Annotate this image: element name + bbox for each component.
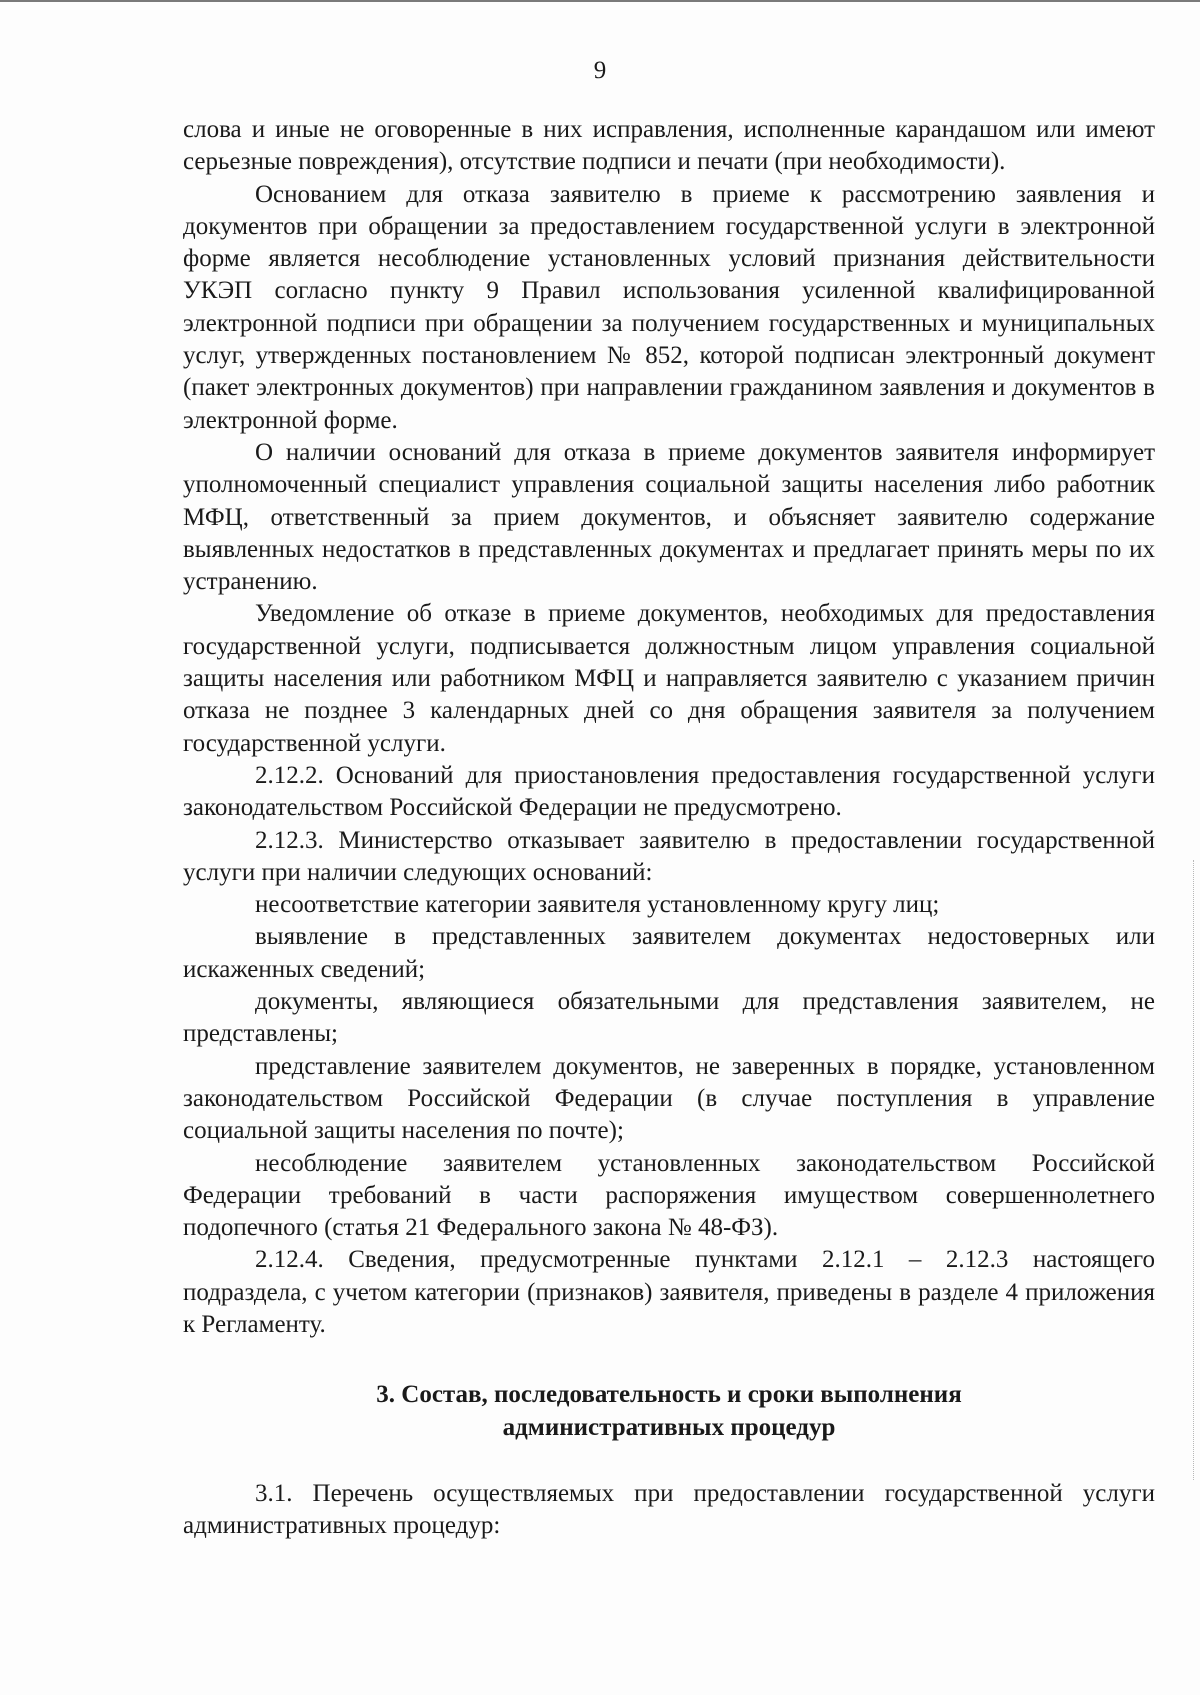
paragraph: документы, являющиеся обязательными для представления заявителем, не представлены; [183,988,1155,1048]
paragraphs-after-heading [183,1478,1155,1543]
paragraph: Уведомление об отказе в приеме документов, необходимых для предоставления государственной услуги, подписывается должностным лицом управления социальной защиты населения или работником МФЦ и направляется заявителю с указанием причин отказа не позднее 3 календарных дней со дня обращения заявителя за получением государственной услуги. [183,600,1155,757]
document-body [183,114,1155,1542]
paragraph: представление заявителем документов, не заверенных в порядке, установленном законодательством Российской Федерации (в случае поступления в управление социальной защиты населения по почте); [183,1052,1155,1145]
section-heading [183,1379,1155,1444]
paragraph: 3.1. Перечень осуществляемых при предоставлении государственной услуги административных процедур: [183,1479,1155,1540]
paragraph: слова и иные не оговоренные в них исправления, исполненные карандашом или имеют серьезные повреждения), отсутствие подписи и печати (при необходимости). [183,116,1155,176]
scan-right-edge [1192,860,1194,1480]
paragraph: О наличии оснований для отказа в приеме документов заявителя информирует уполномоченный специалист управления социальной защиты населения либо работник МФЦ, ответственный за прием документов, и объясняет заявителю содержание выявленных недостатков в представленных документах и предлагает принять меры по их устранению. [183,438,1155,596]
section-heading-line-1: 3. Состав, последовательность и сроки выполнения [376,1381,962,1409]
paragraph: выявление в представленных заявителем документах недостоверных или искаженных сведений; [183,923,1155,983]
paragraph: 2.12.2. Оснований для приостановления предоставления государственной услуги законодательством Российской Федерации не предусмотрено. [183,761,1155,822]
page-number: 9 [593,57,607,84]
section-heading-line-2: административных процедур [502,1413,836,1441]
paragraph: 2.12.4. Сведения, предусмотренные пунктами 2.12.1 – 2.12.3 настоящего подраздела, с учетом категории (признаков) заявителя, приведены в разделе 4 приложения к Регламенту. [183,1246,1155,1338]
paragraph: несоответствие категории заявителя установленному кругу лиц; [255,891,940,919]
paragraph: несоблюдение заявителем установленных законодательством Российской Федерации требований в части распоряжения имуществом совершеннолетнего подопечного (статья 21 Федерального закона № 48-ФЗ). [183,1149,1155,1242]
paragraph: 2.12.3. Министерство отказывает заявителю в предоставлении государственной услуги при наличии следующих оснований: [183,826,1155,886]
paragraphs-before-heading [183,114,1155,1341]
scan-top-edge [0,0,1200,2]
paragraph: Основанием для отказа заявителю в приеме к рассмотрению заявления и документов при обращении за предоставлением государственной услуги в электронной форме является несоблюдение установленных условий признания действительности УКЭП согласно пункту 9 Правил использования усиленной квалифицированной электронной подписи при обращении за получением государственных и муниципальных услуг, утвержденных постановлением № 852, которой подписан электронный документ (пакет электронных документов) при направлении гражданином заявления и документов в электронной форме. [183,180,1155,434]
